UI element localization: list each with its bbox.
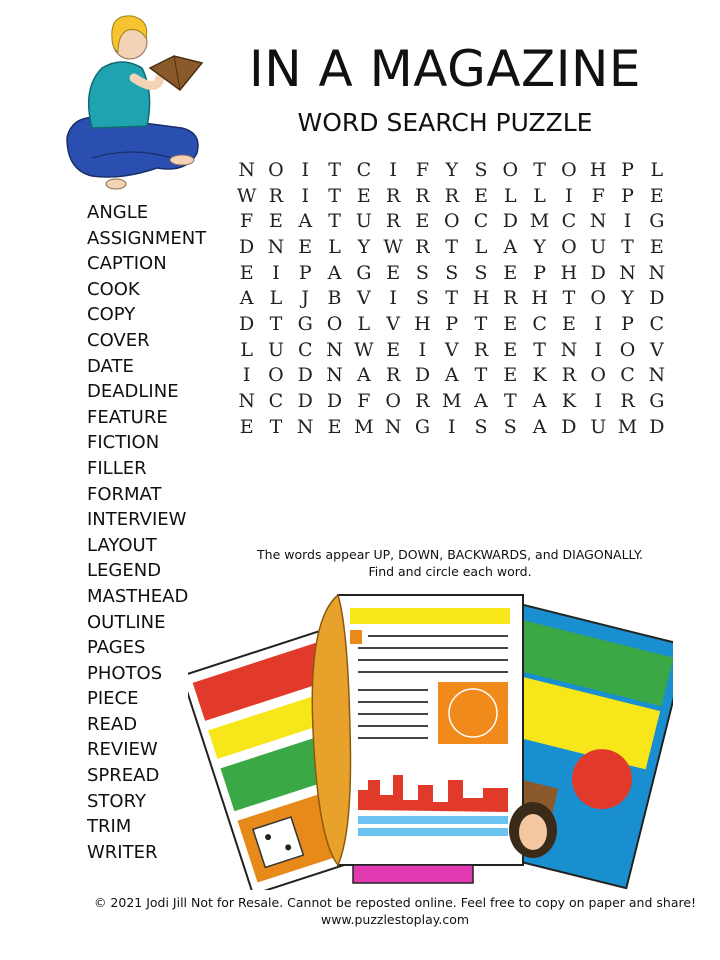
grid-letter[interactable]: N [296,415,314,438]
word-item: SPREAD [87,765,160,787]
grid-letter[interactable]: U [355,210,372,233]
grid-letter[interactable]: G [297,312,313,335]
grid-letter[interactable]: C [532,312,547,335]
puzzle-title: IN A MAGAZINE [248,40,642,98]
grid-letter[interactable]: F [591,184,605,207]
grid-letter[interactable]: O [561,158,577,181]
grid-letter[interactable]: G [356,261,372,284]
grid-letter[interactable]: A [298,210,313,233]
grid-letter[interactable]: M [441,390,462,413]
word-item: MASTHEAD [87,585,189,607]
grid-letter[interactable]: I [447,415,456,438]
grid-letter[interactable]: K [561,390,577,413]
grid-letter[interactable]: N [648,261,666,284]
grid-letter[interactable]: C [649,312,665,335]
grid-letter[interactable]: T [328,210,341,233]
grid-letter[interactable]: E [503,338,518,361]
grid-letter[interactable]: R [415,390,430,413]
grid-letter[interactable]: D [561,415,577,438]
grid-letter[interactable]: V [649,338,664,361]
grid-letter[interactable]: L [328,235,341,258]
grid-letter[interactable]: R [385,184,401,207]
grid-letter[interactable]: N [384,415,402,438]
grid-letter[interactable]: E [503,364,518,387]
grid-letter[interactable]: V [386,312,400,335]
grid-letter[interactable]: R [415,184,430,207]
grid-letter[interactable]: T [621,235,634,258]
word-item: OUTLINE [87,611,166,633]
word-item: ASSIGNMENT [87,227,207,249]
grid-letter[interactable]: H [531,287,548,310]
grid-letter[interactable]: N [238,390,255,413]
website-link[interactable]: www.puzzlestoplay.com [320,912,470,927]
grid-letter[interactable]: S [415,261,429,284]
grid-letter[interactable]: N [589,210,607,233]
grid-letter[interactable]: I [594,390,602,413]
grid-letter[interactable]: P [445,312,459,335]
grid-letter[interactable]: R [268,184,284,207]
grid-letter[interactable]: L [474,235,488,258]
grid-letter[interactable]: N [326,338,343,361]
grid-letter[interactable]: O [619,338,636,361]
word-item: TRIM [87,816,132,838]
word-item: DEADLINE [87,381,179,403]
grid-row [232,183,671,209]
grid-letter[interactable]: T [445,287,459,310]
grid-letter[interactable]: T [533,158,546,181]
grid-letter[interactable]: I [301,184,309,207]
grid-letter[interactable]: D [326,390,343,413]
grid-letter[interactable]: C [297,338,313,361]
grid-letter[interactable]: F [240,210,254,233]
grid-letter[interactable]: A [532,415,547,438]
grid-letter[interactable]: P [621,158,634,181]
grid-letter[interactable]: A [239,287,254,310]
grid-letter[interactable]: F [415,158,430,181]
grid-letter[interactable]: E [239,261,254,284]
grid-letter[interactable]: I [242,364,251,387]
grid-letter[interactable]: D [297,364,313,387]
grid-letter[interactable]: T [328,158,341,181]
grid-letter[interactable]: N [560,338,578,361]
grid-letter[interactable]: M [354,415,374,438]
grid-letter[interactable]: I [389,287,397,310]
grid-letter[interactable]: E [503,261,518,284]
word-item: READ [87,713,138,735]
grid-letter[interactable]: N [619,261,636,284]
grid-letter[interactable]: E [649,235,664,258]
grid-letter[interactable]: E [503,312,518,335]
grid-letter[interactable]: D [239,312,255,335]
grid-letter[interactable]: L [650,158,664,181]
grid-letter[interactable]: E [474,184,488,207]
grid-letter[interactable]: C [268,390,284,413]
grid-row [232,260,671,286]
grid-letter[interactable]: Y [621,287,634,310]
grid-letter[interactable]: E [386,261,401,284]
grid-letter[interactable]: G [414,415,431,438]
grid-letter[interactable]: L [504,184,517,207]
grid-letter[interactable]: N [267,235,285,258]
word-item: ANGLE [87,202,149,223]
grid-letter[interactable]: L [357,312,371,335]
girl-reading-illustration [62,8,212,198]
grid-letter[interactable]: O [561,235,577,258]
grid-letter[interactable]: O [268,364,284,387]
grid-letter[interactable]: D [590,261,606,284]
grid-letter[interactable]: R [385,364,401,387]
grid-letter[interactable]: O [443,210,460,233]
grid-letter[interactable]: E [239,415,254,438]
grid-row [232,363,671,389]
footer [40,894,720,928]
grid-letter[interactable]: V [356,287,371,310]
grid-letter[interactable]: R [473,338,489,361]
word-item: FORMAT [87,483,162,505]
grid-letter[interactable]: S [415,287,429,310]
grid-letter[interactable]: I [594,338,602,361]
grid-letter[interactable]: P [621,184,634,207]
grid-letter[interactable]: D [502,210,518,233]
grid-letter[interactable]: E [649,184,664,207]
grid-letter[interactable]: C [356,158,372,181]
grid-row [232,337,671,363]
word-item: INTERVIEW [87,509,187,531]
grid-letter[interactable]: Y [357,235,371,258]
word-item: CAPTION [87,253,167,275]
grid-letter[interactable]: U [590,235,607,258]
grid-letter[interactable]: S [445,261,459,284]
word-item: STORY [87,790,146,812]
grid-letter[interactable]: Y [445,158,458,181]
grid-letter[interactable]: H [472,287,490,310]
grid-letter[interactable]: D [649,415,665,438]
grid-letter[interactable]: G [649,210,665,233]
instructions [230,546,670,580]
grid-letter[interactable]: O [590,287,606,310]
grid-row [232,311,671,337]
grid-letter[interactable]: A [444,364,459,387]
grid-letter[interactable]: D [649,287,665,310]
grid-letter[interactable]: I [301,158,309,181]
grid-letter[interactable]: N [238,158,255,181]
grid-letter[interactable]: B [327,287,342,310]
grid-letter[interactable]: W [383,235,403,258]
word-item: FEATURE [87,406,168,428]
word-item: PIECE [87,688,139,710]
grid-letter[interactable]: A [503,235,518,258]
grid-letter[interactable]: T [562,287,576,310]
grid-letter[interactable]: E [298,235,313,258]
grid-letter[interactable]: S [474,261,488,284]
grid-letter[interactable]: W [236,184,257,207]
grid-letter[interactable]: E [356,184,371,207]
instructions-line-2: Find and circle each word. [368,564,532,579]
grid-letter[interactable]: I [623,210,632,233]
grid-letter[interactable]: R [561,364,577,387]
grid-letter[interactable]: L [533,184,546,207]
grid-letter[interactable]: R [444,184,459,207]
grid-letter[interactable]: R [503,287,518,310]
grid-letter[interactable]: O [502,158,519,181]
grid-letter[interactable]: H [414,312,431,335]
grid-letter[interactable]: H [560,261,578,284]
word-item: PAGES [87,637,146,659]
grid-row [232,285,671,311]
puzzle-subtitle: WORD SEARCH PUZZLE [297,108,593,137]
word-item: PHOTOS [87,662,163,684]
grid-letter[interactable]: E [269,210,283,233]
grid-letter[interactable]: D [297,390,313,413]
grid-letter[interactable]: A [532,390,547,413]
word-item: DATE [87,355,134,377]
grid-letter[interactable]: A [327,261,342,284]
grid-letter[interactable]: O [385,390,401,413]
grid-letter[interactable]: T [269,415,283,438]
grid-letter[interactable]: I [565,184,573,207]
grid-letter[interactable]: A [356,364,371,387]
grid-letter[interactable]: T [474,364,488,387]
grid-letter[interactable]: W [354,338,374,361]
instructions-line-1: The words appear UP, DOWN, BACKWARDS, and DIAGONALLY. [257,547,643,562]
grid-letter[interactable]: H [589,158,607,181]
grid-letter[interactable]: C [473,210,489,233]
grid-letter[interactable]: R [415,235,430,258]
grid-letter[interactable]: E [327,415,342,438]
grid-row [232,208,671,234]
word-item: LEGEND [87,560,162,582]
grid-letter[interactable]: C [561,210,577,233]
grid-letter[interactable]: T [328,184,341,207]
grid-letter[interactable]: P [298,261,312,284]
grid-letter[interactable]: S [474,415,488,438]
grid-letter[interactable]: G [649,390,665,413]
grid-letter[interactable]: A [474,390,488,413]
grid-letter[interactable]: O [268,158,284,181]
grid-letter[interactable]: C [620,364,635,387]
grid-letter[interactable]: T [533,338,546,361]
grid-letter[interactable]: T [503,390,517,413]
grid-letter[interactable]: E [561,312,576,335]
grid-letter[interactable]: O [326,312,343,335]
magazines-illustration [188,580,673,890]
word-item: REVIEW [87,739,158,761]
grid-row [232,388,671,414]
word-item: FILLER [87,457,147,479]
grid-row [232,414,671,440]
grid-letter[interactable]: I [272,261,280,284]
grid-letter[interactable]: P [533,261,547,284]
grid-letter[interactable]: M [529,210,550,233]
grid-letter[interactable]: J [301,287,310,310]
grid-letter[interactable]: I [418,338,427,361]
grid-letter[interactable]: F [357,390,371,413]
grid-letter[interactable]: E [386,338,401,361]
grid-letter[interactable]: T [269,312,283,335]
grid-letter[interactable]: N [326,364,343,387]
word-item: FICTION [87,432,160,454]
word-item: COPY [87,304,136,326]
word-item: COOK [87,278,140,300]
grid-row [232,234,671,260]
grid-letter[interactable]: T [445,235,459,258]
word-item: WRITER [87,841,158,863]
grid-letter[interactable]: U [267,338,284,361]
grid-letter[interactable]: S [474,158,488,181]
grid-letter[interactable]: E [415,210,430,233]
grid-letter[interactable]: V [444,338,459,361]
grid-letter[interactable]: U [590,415,607,438]
grid-letter[interactable]: R [620,390,635,413]
grid-letter[interactable]: S [503,415,517,438]
grid-letter[interactable]: L [240,338,253,361]
letter-grid [232,157,671,440]
grid-letter[interactable]: I [594,312,602,335]
grid-letter[interactable]: I [389,158,397,181]
grid-letter[interactable]: R [385,210,401,233]
grid-letter[interactable]: Y [533,235,546,258]
copyright-text: © 2021 Jodi Jill Not for Resale. Cannot be reposted online. Feel free to copy on paper and share! [93,895,697,910]
grid-letter[interactable]: P [621,312,634,335]
grid-letter[interactable]: D [239,235,255,258]
grid-letter[interactable]: N [648,364,666,387]
grid-letter[interactable]: K [532,364,547,387]
grid-letter[interactable]: L [269,287,283,310]
grid-letter[interactable]: O [590,364,606,387]
grid-letter[interactable]: M [617,415,638,438]
grid-row [232,157,671,183]
word-item: LAYOUT [87,534,157,556]
word-item: COVER [87,329,150,351]
grid-letter[interactable]: T [474,312,488,335]
grid-letter[interactable]: D [414,364,431,387]
